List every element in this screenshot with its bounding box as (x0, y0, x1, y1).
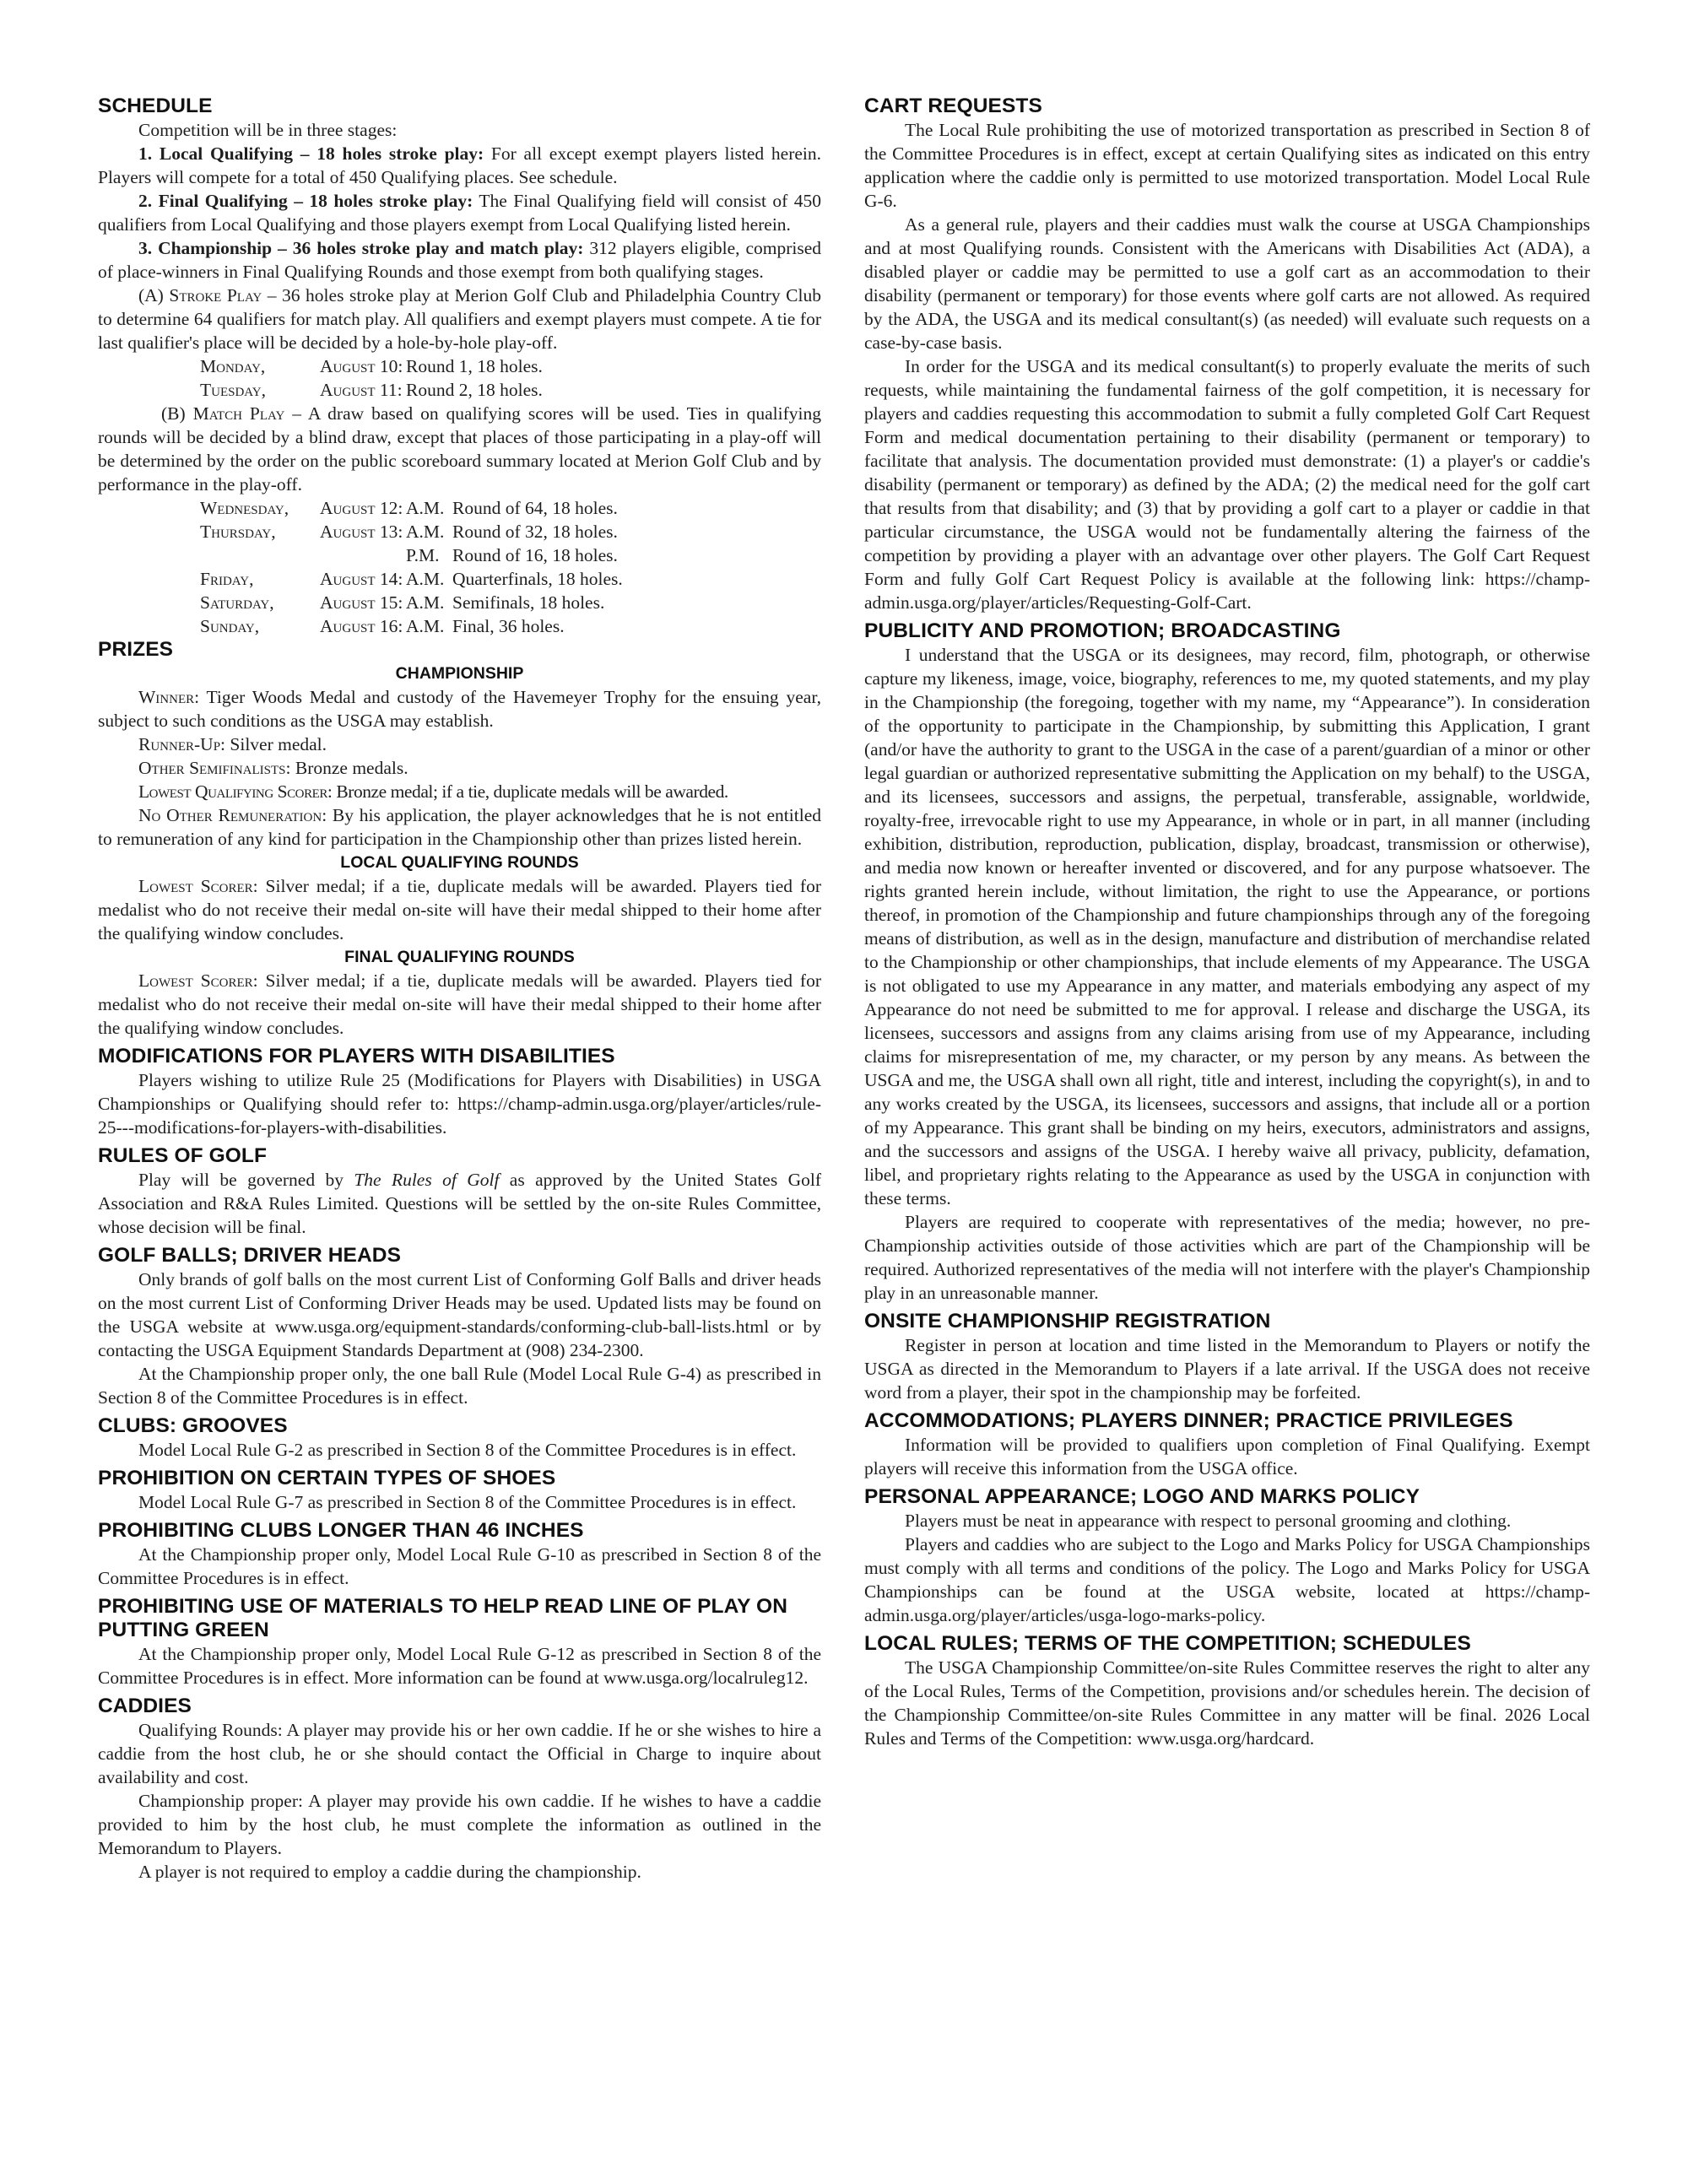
no-remuneration-paragraph (98, 803, 821, 851)
shoes-text: Model Local Rule G-7 as prescribed in Section 8 of the Committee Procedures is in effect. (138, 1492, 797, 1512)
schedule-row (200, 614, 821, 638)
schedule-day (200, 543, 320, 567)
stroke-play-label: (A) Stroke Play (138, 285, 262, 305)
no-remuneration-text: By his application, the player acknowledges that he is not entitled to remuneration of any kind for participation in the Championship other than prizes listed herein. (98, 805, 821, 849)
rules-text-end: as approved by the United States Golf Association and R&A Rules Limited. Questions will be settled by the on-site Rules Committee, whose decision will be final. (98, 1170, 821, 1237)
stroke-play-schedule (200, 354, 821, 402)
schedule-date: August 16: (320, 616, 403, 636)
cart-requests-text-2: As a general rule, players and their caddies must walk the course at USGA Championships and at most Qualifying rounds. Consistent with the Americans with Disabilities Act (ADA), a disabled player or caddie may be permitted to use a golf cart as an accommodation to their disability (permanent or temporary) for those events where golf carts are not allowed. As required by the ADA, the USGA and its medical consultant(s) (as needed) will evaluate such requests on a case-by-case basis. (864, 214, 1590, 353)
schedule-date: August 14: (320, 569, 403, 589)
long-clubs-heading: PROHIBITING CLUBS LONGER THAN 46 INCHES (98, 1519, 584, 1542)
championship-label: 3. Championship – 36 holes stroke play and match play: (138, 238, 584, 258)
materials-text: At the Championship proper only, Model Local Rule G-12 as prescribed in Section 8 of the Committee Procedures is in effect. More information can be found at www.usga.org/localruleg12. (98, 1644, 821, 1688)
schedule-day: Sunday, (200, 616, 260, 636)
match-play-paragraph (98, 402, 821, 496)
materials-heading: PROHIBITING USE OF MATERIALS TO HELP READ LINE OF PLAY ON PUTTING GREEN (98, 1595, 787, 1641)
golf-balls-heading: GOLF BALLS; DRIVER HEADS (98, 1244, 402, 1267)
onsite-registration-heading: ONSITE CHAMPIONSHIP REGISTRATION (864, 1310, 1271, 1333)
schedule-row (200, 354, 821, 378)
schedule-date (320, 543, 406, 567)
local-qualifying-label: 1. Local Qualifying – 18 holes stroke play: (138, 143, 484, 164)
final-qualifying-text: The Final Qualifying field will consist of 450 qualifiers from Local Qualifying and those players exempt from Local Qualifying listed herein. (98, 191, 821, 235)
final-lowest-scorer-label: Lowest Scorer: (138, 970, 258, 991)
schedule-event: Round 2, 18 holes. (406, 380, 543, 400)
schedule-time: A.M. (406, 522, 445, 542)
winner-text: Tiger Woods Medal and custody of the Havemeyer Trophy for the ensuing year, subject to such conditions as the USGA may establish. (98, 687, 821, 731)
local-qualifying-subheading: LOCAL QUALIFYING ROUNDS (340, 853, 579, 872)
schedule-event: Semifinals, 18 holes. (452, 592, 605, 613)
schedule-row (200, 378, 821, 402)
schedule-row (200, 591, 821, 614)
schedule-event: Round of 16, 18 holes. (452, 545, 618, 565)
runner-up-text: Silver medal. (225, 734, 327, 754)
schedule-day: Tuesday, (200, 380, 266, 400)
schedule-event: Round of 32, 18 holes. (452, 522, 618, 542)
semifinalists-paragraph (98, 756, 821, 780)
cart-requests-heading: CART REQUESTS (864, 95, 1042, 117)
accommodations-heading: ACCOMMODATIONS; PLAYERS DINNER; PRACTICE PRIVILEGES (864, 1409, 1513, 1432)
personal-appearance-heading: PERSONAL APPEARANCE; LOGO AND MARKS POLICY (864, 1485, 1420, 1508)
semifinalists-label: Other Semifinalists: (138, 758, 291, 778)
schedule-event: Round of 64, 18 holes. (452, 498, 618, 518)
championship-paragraph (98, 236, 821, 284)
publicity-text-2: Players are required to cooperate with representatives of the media; however, no pre-Championship activities outside of those activities which are part of the Championship will be required. Authorized representatives of the media will not interfere with the player's Championship play in an unreasonable manner. (864, 1212, 1590, 1303)
schedule-time: A.M. (406, 498, 445, 518)
schedule-day: Monday, (200, 356, 266, 376)
grooves-heading: CLUBS: GROOVES (98, 1414, 288, 1437)
schedule-time: P.M. (406, 545, 440, 565)
final-lowest-scorer-paragraph (98, 969, 821, 1040)
left-column (98, 95, 821, 1884)
personal-appearance-text-1: Players must be neat in appearance with respect to personal grooming and clothing. (905, 1511, 1512, 1531)
match-play-schedule (200, 496, 821, 638)
schedule-heading: SCHEDULE (98, 95, 213, 117)
lowest-qualifying-paragraph (98, 780, 821, 803)
winner-paragraph (98, 685, 821, 733)
local-lowest-scorer-paragraph (98, 874, 821, 945)
schedule-intro: Competition will be in three stages: (138, 120, 398, 140)
schedule-event: Final, 36 holes. (452, 616, 565, 636)
no-remuneration-label: No Other Remuneration: (138, 805, 327, 825)
right-column (864, 95, 1590, 1750)
personal-appearance-text-2: Players and caddies who are subject to the Logo and Marks Policy for USGA Championships must comply with all terms and conditions of the policy. The Logo and Marks Policy for USGA Championships can be found at the USGA website, located at https://champ-admin.usga.org/player/articles/usga-logo-marks-policy. (864, 1534, 1590, 1625)
publicity-text-1: I understand that the USGA or its designees, may record, film, photograph, or otherwise capture my likeness, image, voice, biography, references to me, my quoted statements, and my play in the Championship (the foregoing, together with my name, my “Appearance”). In consideration of the opportunity to participate in the Championship, by submitting this Application, I grant (and/or have the authority to grant to the USGA in the case of a parent/guardian of a minor or other legal guardian or authorized representative submitting the Application on my behalf) to the USGA, and its licensees, successors and assigns, the perpetual, transferable, assignable, worldwide, royalty-free, irrevocable right to use my Appearance, in whole or in part, in all manner (including exhibition, distribution, reproduction, publication, display, broadcast, transmission or otherwise), and media now known or hereafter invented or discovered, and for any purpose whatsoever. The rights granted herein include, without limitation, the right to use the Appearance, or portions thereof, in promotion of the Championship and future championships through any of the foregoing means of distribution, as well as in the design, manufacture and distribution of merchandise related to the Championship or other championships, that include elements of my Appearance. The USGA is not obligated to use my Appearance in any matter, and materials embodying any aspect of my Appearance do not need be submitted to me for approval. I release and discharge the USGA, its licensees, successors and assigns from any claims arising from use of my Appearance, including claims for misrepresentation of me, my character, or my person by any means. As between the USGA and me, the USGA shall own all right, title and interest, including the copyright(s), in and to any works created by the USGA, its licensees, successors and assigns, that include all or a portion of my Appearance. This grant shall be binding on my heirs, executors, administrators and assigns, and the successors and assigns of the USGA. I hereby waive all privacy, publicity, defamation, libel, and proprietary rights relating to the Appearance as used by the USGA in conjunction with these terms. (864, 645, 1590, 1208)
prizes-heading: PRIZES (98, 638, 174, 661)
schedule-event: Quarterfinals, 18 holes. (452, 569, 623, 589)
stroke-play-paragraph (98, 284, 821, 354)
shoes-heading: PROHIBITION ON CERTAIN TYPES OF SHOES (98, 1467, 556, 1489)
match-play-label: (B) Match Play (161, 403, 285, 424)
cart-requests-text-1: The Local Rule prohibiting the use of motorized transportation as prescribed in Section 8 of the Committee Procedures is in effect, except at certain Qualifying sites as indicated on this entry application where the caddie only is permitted to use motorized transportation. Model Local Rule G-6. (864, 120, 1590, 211)
schedule-row (200, 543, 821, 567)
caddies-text-1: Qualifying Rounds: A player may provide his or her own caddie. If he or she wishes to hire a caddie from the host club, he or she should contact the Official in Charge to inquire about availability and cost. (98, 1720, 821, 1787)
caddies-text-3: A player is not required to employ a caddie during the championship. (138, 1862, 641, 1882)
schedule-day: Wednesday, (200, 498, 289, 518)
schedule-date: August 11: (320, 380, 403, 400)
lowest-qualifying-text: Bronze medal; if a tie, duplicate medals will be awarded. (332, 781, 728, 802)
final-qualifying-subheading: FINAL QUALIFYING ROUNDS (344, 948, 575, 966)
schedule-row (200, 567, 821, 591)
championship-subheading: CHAMPIONSHIP (395, 664, 524, 683)
local-rules-heading: LOCAL RULES; TERMS OF THE COMPETITION; SCHEDULES (864, 1632, 1471, 1655)
match-play-text: – A draw based on qualifying scores will be used. Ties in qualifying rounds will be decided by a blind draw, except that places of those participating in a play-off will be determined by the order on the public scoreboard summary located at Merion Golf Club and by performance in the play-off. (98, 403, 821, 495)
golf-balls-text-2: At the Championship proper only, the one ball Rule (Model Local Rule G-4) as prescribed in Section 8 of the Committee Procedures is in effect. (98, 1364, 821, 1408)
schedule-row (200, 520, 821, 543)
schedule-time: A.M. (406, 592, 445, 613)
caddies-text-2: Championship proper: A player may provide his own caddie. If he wishes to have a caddie provided to him by the host club, he must complete the information as outlined in the Memorandum to Players. (98, 1791, 821, 1858)
publicity-heading: PUBLICITY AND PROMOTION; BROADCASTING (864, 619, 1341, 642)
modifications-text: Players wishing to utilize Rule 25 (Modifications for Players with Disabilities) in USGA Championships or Qualifying should refer to: https://champ-admin.usga.org/player/articles/rule-25---modifications-for-players-with-disabilities. (98, 1070, 821, 1138)
schedule-date: August 12: (320, 498, 403, 518)
long-clubs-text: At the Championship proper only, Model Local Rule G-10 as prescribed in Section 8 of the Committee Procedures is in effect. (98, 1544, 821, 1588)
schedule-date: August 13: (320, 522, 403, 542)
schedule-date: August 10: (320, 356, 403, 376)
modifications-heading: MODIFICATIONS FOR PLAYERS WITH DISABILITIES (98, 1045, 615, 1068)
rules-text-start: Play will be governed by (138, 1170, 354, 1190)
stroke-play-text: – 36 holes stroke play at Merion Golf Club and Philadelphia Country Club to determine 64 qualifiers for match play. All qualifiers and exempt players must compete. A tie for last qualifier's place will be decided by a hole-by-hole play-off. (98, 285, 821, 353)
schedule-day: Friday, (200, 569, 254, 589)
onsite-registration-text: Register in person at location and time listed in the Memorandum to Players or notify the USGA as directed in the Memorandum to Players if a late arrival. If the USGA does not receive word from a player, their spot in the championship may be forfeited. (864, 1335, 1590, 1403)
semifinalists-text: Bronze medals. (290, 758, 408, 778)
local-lowest-scorer-text: Silver medal; if a tie, duplicate medals will be awarded. Players tied for medalist who do not receive their medal on-site will have their medal shipped to their home after the qualifying window concludes. (98, 876, 821, 943)
accommodations-text: Information will be provided to qualifiers upon completion of Final Qualifying. Exempt players will receive this information from the USGA office. (864, 1435, 1590, 1479)
rules-heading: RULES OF GOLF (98, 1144, 268, 1167)
schedule-day: Saturday, (200, 592, 274, 613)
lowest-qualifying-label: Lowest Qualifying Scorer: (138, 781, 333, 802)
rules-paragraph (98, 1168, 821, 1239)
final-qualifying-paragraph (98, 189, 821, 236)
cart-requests-text-3: In order for the USGA and its medical consultant(s) to properly evaluate the merits of such requests, while maintaining the fundamental fairness of the golf competition, it is necessary for players and caddies requesting this accommodation to submit a fully completed Golf Cart Request Form and medical documentation pertaining to their disability (permanent or temporary) to facilitate that analysis. The documentation provided must demonstrate: (1) a player's or caddie's disability (permanent or temporary) as defined by the ADA; (2) the medical need for the golf cart that results from that disability; and (3) that by providing a golf cart to a player or caddie in that particular circumstance, the USGA would not be fundamentally altering the fairness of the competition by providing a player with an advantage over other players. The Golf Cart Request Form and fully Golf Cart Request Policy is available at the following link: https://champ-admin.usga.org/player/articles/Requesting-Golf-Cart. (864, 356, 1590, 613)
local-rules-text: The USGA Championship Committee/on-site Rules Committee reserves the right to alter any of the Local Rules, Terms of the Competition, provisions and/or schedules herein. The decision of the Championship Committee/on-site Rules Committee in any matter will be final. 2026 Local Rules and Terms of the Competition: www.usga.org/hardcard. (864, 1657, 1590, 1749)
schedule-event: Round 1, 18 holes. (406, 356, 543, 376)
schedule-time: A.M. (406, 616, 445, 636)
rules-book-title: The Rules of Golf (354, 1170, 500, 1190)
schedule-row (200, 496, 821, 520)
final-qualifying-label: 2. Final Qualifying – 18 holes stroke play: (138, 191, 473, 211)
local-qualifying-text: For all except exempt players listed herein. Players will compete for a total of 450 Qualifying places. See schedule. (98, 143, 821, 187)
schedule-date: August 15: (320, 592, 403, 613)
local-qualifying-paragraph (98, 142, 821, 189)
winner-label: Winner: (138, 687, 200, 707)
runner-up-label: Runner-Up: (138, 734, 226, 754)
golf-balls-text-1: Only brands of golf balls on the most current List of Conforming Golf Balls and driver heads on the most current List of Conforming Driver Heads may be used. Updated lists may be found on the USGA website at www.usga.org/equipment-standards/conforming-club-ball-lists.html or by contacting the USGA Equipment Standards Department at (908) 234-2300. (98, 1269, 821, 1360)
grooves-text: Model Local Rule G-2 as prescribed in Section 8 of the Committee Procedures is in effect. (138, 1440, 797, 1460)
championship-text: 312 players eligible, comprised of place-winners in Final Qualifying Rounds and those exempt from both qualifying stages. (98, 238, 822, 282)
schedule-time: A.M. (406, 569, 445, 589)
final-lowest-scorer-text: Silver medal; if a tie, duplicate medals will be awarded. Players tied for medalist who do not receive their medal on-site will have their medal shipped to their home after the qualifying window concludes. (98, 970, 821, 1038)
local-lowest-scorer-label: Lowest Scorer: (138, 876, 258, 896)
runner-up-paragraph (98, 733, 821, 756)
caddies-heading: CADDIES (98, 1695, 192, 1717)
schedule-day: Thursday, (200, 522, 276, 542)
